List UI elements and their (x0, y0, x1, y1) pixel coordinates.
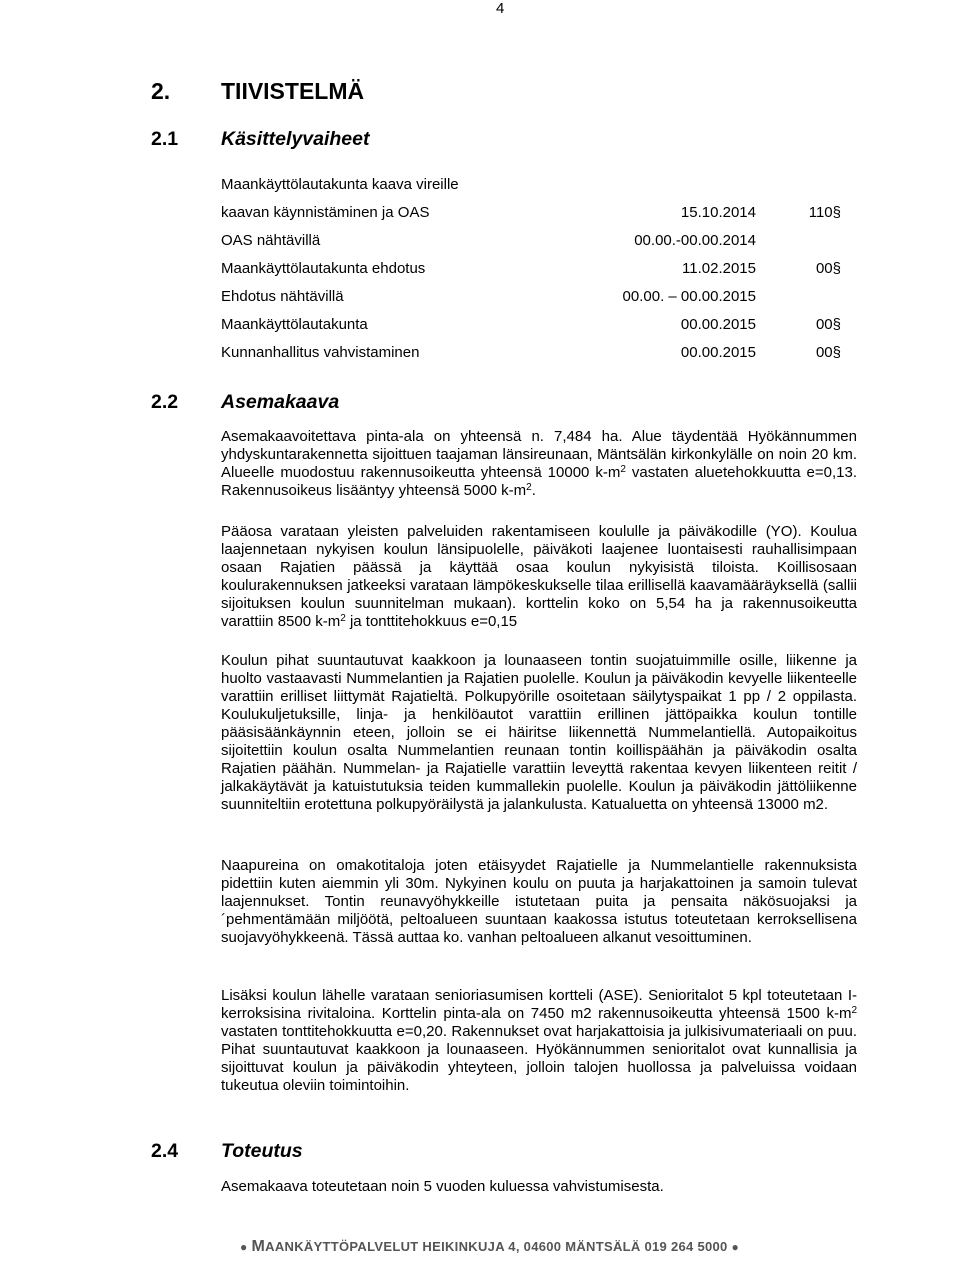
bullet-icon: ● (731, 1240, 740, 1254)
process-date: 00.00. – 00.00.2015 (622, 288, 756, 305)
process-date: 00.00.-00.00.2014 (634, 232, 756, 249)
paragraph (221, 987, 857, 1095)
process-date: 11.02.2015 (682, 260, 756, 277)
section-title: Käsittelyvaiheet (221, 128, 370, 150)
process-row (221, 260, 841, 280)
process-row (221, 316, 841, 336)
superscript: 2 (851, 1005, 857, 1016)
bullet-icon: ● (240, 1240, 248, 1254)
section-number: 2. (151, 78, 171, 104)
paragraph (221, 857, 857, 947)
section-heading-2-4 (151, 1140, 303, 1163)
process-code: 110§ (808, 204, 841, 221)
paragraph-text: Asemakaavoitettava pinta-ala on yhteensä n. 7,484 ha. Alue täydentää Hyökännummen yhdyskuntarakennetta sijoittuen taajaman länsireunaan, Mäntsälän kirkonkylälle on noin 20 km. Alueelle muodostuu rakennusoikeutta yhteensä 10000 k-m (221, 428, 857, 481)
paragraph-text: Naapureina on omakotitaloja joten etäisyydet Rajatielle ja Nummelantielle rakennuksista pidettiin kuten aiemmin yli 30m. Nykyinen koulu on puuta ja harjakattoinen ja samoin tulevat laajennukset. Tontin reunavyöhykkeille istutetaan puita ja pensaita näkösuojaksi ja ´pehmentämään miljöötä, peltoalueen suuntaan kaakossa istutus toteutetaan kerroksellisena suojavyöhykkeenä. Tässä auttaa ko. vanhan peltoalueen alkanut vesoittuminen. (221, 857, 857, 946)
superscript: 2 (526, 482, 532, 493)
paragraph-text: vastaten tonttitehokkuutta e=0,20. Rakennukset ovat harjakattoisia ja julkisivumateriaali on puu. Pihat suuntautuvat kaakkoon ja lounaaseen. Hyökännummen senioritalot ovat kunnallisia ja sijoittuvat koulun ja päiväkodin yhteyteen, jolloin talojen huollossa ja palveluissa voidaan tukeutua oleviin toimintoihin. (221, 1023, 857, 1094)
paragraph-text: Asemakaava toteutetaan noin 5 vuoden kuluessa vahvistumisesta. (221, 1178, 664, 1195)
section-number: 2.1 (151, 128, 179, 150)
footer-initial: M (251, 1238, 266, 1255)
process-label: Ehdotus nähtävillä (221, 288, 344, 305)
footer-text: AANKÄYTTÖPALVELUT HEIKINKUJA 4, 04600 MÄNTSÄLÄ 019 264 5000 (265, 1239, 728, 1254)
paragraph (221, 1178, 857, 1196)
superscript: 2 (620, 464, 626, 475)
process-row (221, 176, 841, 196)
process-code: 00§ (815, 344, 841, 361)
section-heading-2-2 (151, 391, 340, 414)
section-heading-2 (151, 78, 365, 105)
page-footer (240, 1238, 739, 1256)
superscript: 2 (340, 613, 346, 624)
process-label: Maankäyttölautakunta ehdotus (221, 260, 426, 277)
paragraph-text: Lisäksi koulun lähelle varataan senioriasumisen kortteli (ASE). Senioritalot 5 kpl toteutetaan I-kerroksisina rivitaloina. Korttelin pinta-ala on 7450 m2 rakennusoikeutta yhteensä 1500 k-m (221, 987, 857, 1022)
process-date: 00.00.2015 (680, 344, 756, 361)
process-code: 00§ (815, 260, 841, 277)
section-number: 2.2 (151, 391, 179, 413)
process-date: 15.10.2014 (680, 204, 756, 221)
process-row (221, 288, 841, 308)
paragraph (221, 652, 857, 814)
section-number: 2.4 (151, 1140, 179, 1162)
section-title: Toteutus (221, 1140, 303, 1162)
process-label: OAS nähtävillä (221, 232, 321, 249)
paragraph-text: Pääosa varataan yleisten palveluiden rakentamiseen koululle ja päiväkodille (YO). Koulua laajennetaan nykyisen koulun länsipuolelle, päiväkoti laajenee luontaisesti rauhallisimpaan osaan Rajatien päässä ja käyttää osaa koulun nykyisistä tiloista. Koillisosaan koulurakennuksen jatkeeksi varataan lämpökeskukselle tilaa erillisellä kaavamääräyksellä (sallii sijoituksen koulun suunnitelman mukaan). korttelin koko on 5,54 ha ja rakennusoikeutta varattiin 8500 k-m (221, 523, 857, 630)
process-label: kaavan käynnistäminen ja OAS (221, 204, 430, 221)
paragraph-text: ja tonttitehokkuus e=0,15 (345, 613, 518, 630)
process-row (221, 204, 841, 224)
paragraph-text: Koulun pihat suuntautuvat kaakkoon ja lounaaseen tontin suojatuimmille osille, liikenne ja huolto vastaavasti Nummelantien ja Rajatien puolelle. Koulun ja päiväkodin kevyelle liikenteelle varattiin erilliset liittymät Rajatieltä. Polkupyörille osoitetaan säilytyspaikat 1 pp / 2 oppilasta. Koulukuljetuksille, linja- ja henkilöautot varattiin erillinen jättöpaikka koulun tontille pääsisäänkäynnin eteen, jolloin se ei häiritse liikennettä Nummelantiellä. Autopaikoitus sijoitettiin koulun osalta Nummelantien reunaan tontin koillispäähän ja päiväkodin osalta Rajatien päähän. Nummelan- ja Rajatielle varattiin leveyttä rakentaa kevyen liikenteen reitit / jalkakäytävät ja katuistutuksia teiden kummallekin puolelle. Koulun ja päiväkodin jättöliikenne suunniteltiin erotettuna polkupyöräilystä ja jalankulusta. Katualuetta on yhteensä 13000 m2. (221, 652, 857, 813)
process-row (221, 232, 841, 252)
paragraph-text: . (531, 482, 536, 499)
process-date: 00.00.2015 (680, 316, 756, 333)
process-label: Maankäyttölautakunta kaava vireille (221, 176, 459, 193)
section-title: TIIVISTELMÄ (221, 78, 365, 104)
process-label: Kunnanhallitus vahvistaminen (221, 344, 420, 361)
process-row (221, 344, 841, 364)
paragraph (221, 428, 857, 500)
section-title: Asemakaava (221, 391, 340, 413)
process-label: Maankäyttölautakunta (221, 316, 368, 333)
paragraph-text: vastaten aluetehokkuutta e=0,13. Rakennusoikeus lisääntyy yhteensä 5000 k-m (221, 464, 857, 499)
page-number: 4 (496, 0, 505, 17)
paragraph (221, 523, 857, 631)
process-code: 00§ (815, 316, 841, 333)
section-heading-2-1 (151, 128, 370, 151)
